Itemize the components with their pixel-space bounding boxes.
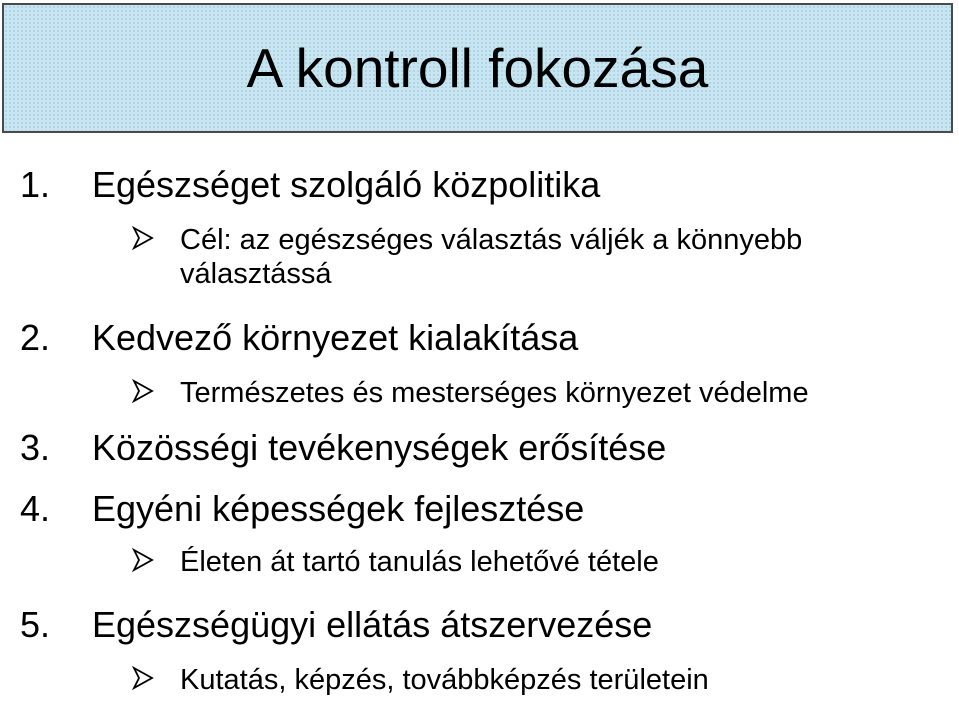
item-text: Egészségügyi ellátás átszervezése [92,604,653,645]
sub-item-text: Cél: az egészséges választás váljék a könnyebb [180,224,803,256]
item-number: 2. [20,317,51,358]
arrowhead-bullet-icon [132,666,154,690]
title-box [2,3,953,133]
item-text: Közösségi tevékenységek erősítése [92,427,667,468]
item-number: 4. [20,488,51,529]
item-number: 3. [20,427,51,468]
list-item-4 [20,489,584,529]
item-number: 5. [20,604,51,645]
list-item-2 [20,318,578,358]
item-text: Egészséget szolgáló közpolitika [92,164,601,205]
slide-title: A kontroll fokozása [246,37,709,99]
sub-item-text: Kutatás, képzés, továbbképzés területein [180,664,709,696]
item-text: Egyéni képességek fejlesztése [92,488,585,529]
sub-item-text-continued: választássá [180,258,332,290]
sub-item-text: Életen át tartó tanulás lehetővé tétele [180,546,659,578]
list-item-3 [20,428,666,468]
arrowhead-bullet-icon [132,548,154,572]
list-item-1 [20,165,600,205]
item-number: 1. [20,164,51,205]
list-item-5 [20,605,652,645]
arrowhead-bullet-icon [132,226,154,250]
item-text: Kedvező környezet kialakítása [92,317,579,358]
arrowhead-bullet-icon [132,379,154,403]
sub-item-text: Természetes és mesterséges környezet védelme [180,377,809,409]
